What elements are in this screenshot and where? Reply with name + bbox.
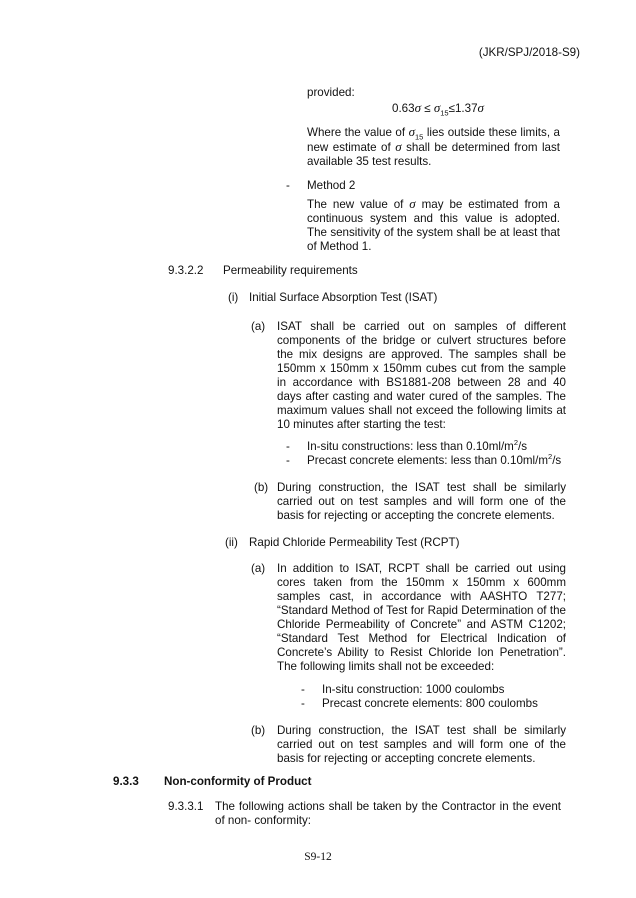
document-reference: (JKR/SPJ/2018-S9) xyxy=(478,46,580,59)
isat-limit-precast: Precast concrete elements: less than $0.10ml/m^2/s$ xyxy=(307,452,562,467)
method2-paragraph: The new value of σ may be estimated from a continuous system and this value is adopted. The sensitivity of the system shall be at least that of Method 1. xyxy=(307,196,560,253)
section-number: 9.3.2.2 xyxy=(168,264,204,277)
page-number: S9-12 xyxy=(304,851,332,863)
rcpt-b-paragraph: During construction, the ISAT test shall be similarly carried out on test samples and will form one of the basis for rejecting or accepting concrete elements. xyxy=(277,724,566,765)
subitem-marker: (a) xyxy=(251,562,266,575)
sigma-symbol: σ xyxy=(408,124,415,139)
isat-limit-insitu: In-situ constructions: less than $0.10ml/m^2/s$ xyxy=(307,438,528,453)
item-marker: (ii) xyxy=(225,536,238,549)
subitem-marker: (a) xyxy=(251,320,266,333)
rcpt-limit-precast: Precast concrete elements: 800 coulombs xyxy=(322,697,538,710)
rcpt-limit-insitu: In-situ construction: 1000 coulombs xyxy=(322,683,505,696)
section-heading-title: Non-conformity of Product xyxy=(164,775,312,788)
sigma-symbol: σ xyxy=(477,100,484,115)
sigma-symbol: σ xyxy=(414,100,421,115)
limit-dash: - xyxy=(286,454,290,467)
rcpt-a-paragraph: In addition to ISAT, RCPT shall be carried out using cores taken from the 150mm x 150mm x 600mm samples cast, in accordance with AASHTO T277; “Standard Method of Test for Rapid Determination of the Chloride Permeability of Concrete” and ASTM C1202; “Standard Test Method for Electrical Indication of Concrete’s Ability to Resist Chloride Ion Penetration”. The following limits shall not be exceeded: xyxy=(277,562,566,673)
isat-a-paragraph: ISAT shall be carried out on samples of different components of the bridge or culvert structures before the mix designs are approved. The samples shall be 150mm x 150mm x 150mm cubes cut from the sample in accordance with BS1881-208 between 28 and 40 days after casting and water cured of the samples. The maximum values shall not exceed the following limits at 10 minutes after starting the test: xyxy=(277,320,566,431)
isat-title: Initial Surface Absorption Test (ISAT) xyxy=(249,291,438,304)
section-title: Permeability requirements xyxy=(223,264,358,277)
rcpt-title: Rapid Chloride Permeability Test (RCPT) xyxy=(249,536,460,549)
limit-dash: - xyxy=(286,440,290,453)
subitem-marker: (b) xyxy=(251,724,266,737)
method2-dash: - xyxy=(286,179,290,192)
sigma-symbol: σ xyxy=(409,196,416,211)
provided-label: provided: xyxy=(307,86,355,99)
method2-title: Method 2 xyxy=(307,179,356,192)
sigma-subscript: 15 xyxy=(415,132,424,142)
formula-subscript: 15 xyxy=(440,108,449,118)
non-conformity-paragraph: The following actions shall be taken by the Contractor in the event of non- conformity: xyxy=(215,800,561,827)
sigma-formula xyxy=(392,101,484,116)
formula-lhs: 0.63 xyxy=(392,102,415,115)
limit-dash: - xyxy=(301,683,305,696)
section-heading-number: 9.3.3 xyxy=(113,775,139,788)
sigma-symbol: σ xyxy=(395,139,402,154)
isat-b-paragraph: During construction, the ISAT test shall be similarly carried out on test samples and will form one of the basis for rejecting or accepting the concrete elements. xyxy=(277,481,566,522)
formula-le: ≤ xyxy=(424,102,431,115)
outside-limits-paragraph: Where the value of $\sigma_{15}$ lies outside these limits, a new estimate of σ shall be determined from last available 35 test results. xyxy=(307,124,560,168)
sigma-symbol: σ xyxy=(433,100,441,115)
formula-rhs: ≤1.37 xyxy=(448,102,478,115)
limit-dash: - xyxy=(301,697,305,710)
item-marker: (i) xyxy=(228,291,239,304)
subsection-number: 9.3.3.1 xyxy=(168,800,204,813)
subitem-marker: (b) xyxy=(254,481,269,494)
